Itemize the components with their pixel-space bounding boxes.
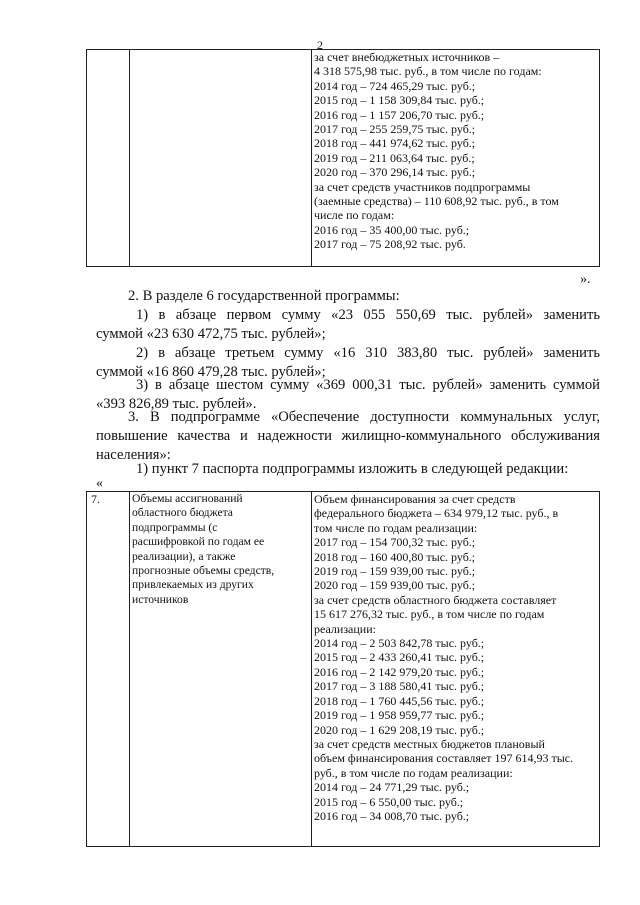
paragraph-passport-item — [96, 460, 600, 479]
cell-text-line: 2017 год – 3 188 580,41 тыс. руб.; — [314, 679, 485, 694]
item-title-cell — [130, 492, 312, 847]
cell-text-line: Объемы ассигнований — [132, 492, 243, 505]
cell-text-line: 2015 год – 1 158 309,84 тыс. руб.; — [314, 93, 485, 108]
funding-text-cell — [312, 492, 600, 847]
cell-text-line: 2016 год – 2 142 979,20 тыс. руб.; — [314, 664, 485, 679]
cell-text-line: областного бюджета — [132, 506, 233, 520]
paragraph-line: 2. В разделе 6 государственной программы: — [128, 288, 400, 304]
page-number: 2 — [317, 38, 323, 52]
cell-text-line: 2014 год – 24 771,29 тыс. руб.; — [314, 780, 470, 795]
cell-text-line: 2014 год – 724 465,29 тыс. руб.; — [314, 78, 476, 93]
paragraph-subprogram — [96, 408, 600, 465]
cell-text-line: за счет средств областного бюджета составляет — [314, 592, 557, 607]
paragraph-line: 3) в абзаце шестом сумму «369 000,31 тыс. рублей» заменить суммой — [136, 377, 600, 393]
cell-text-line: 2017 год – 75 208,92 тыс. руб. — [314, 237, 466, 252]
funding-text-cell — [312, 50, 600, 267]
paragraph-line: населения»: — [96, 447, 171, 463]
table-cell-empty — [87, 50, 130, 267]
closing-quote: ». — [580, 272, 591, 287]
table-cell-empty — [130, 50, 312, 267]
paragraph-section-6 — [96, 287, 600, 306]
cell-text-line: 2018 год – 441 974,62 тыс. руб.; — [314, 136, 476, 151]
cell-text-line: расшифровкой по годам ее — [132, 535, 265, 549]
opening-quote: « — [96, 476, 103, 491]
cell-text-line: 2020 год – 159 939,00 тыс. руб.; — [314, 578, 476, 593]
cell-text-line: 2016 год – 35 400,00 тыс. руб.; — [314, 222, 470, 237]
cell-text-line: Объем финансирования за счет средств — [314, 492, 516, 506]
cell-text-line: руб., в том числе по годам реализации: — [314, 765, 513, 780]
cell-text-line: том числе по годам реализации: — [314, 520, 478, 535]
cell-text-line: 2016 год – 34 008,70 тыс. руб.; — [314, 808, 470, 823]
table-row — [87, 492, 600, 847]
cell-text-line: федерального бюджета – 634 979,12 тыс. руб., в — [314, 506, 559, 521]
cell-text-line: объем финансирования составляет 197 614,93 тыс. — [314, 751, 574, 766]
cell-text-line: 2015 год – 6 550,00 тыс. руб.; — [314, 794, 464, 809]
cell-text-line: 2019 год – 1 958 959,77 тыс. руб.; — [314, 708, 485, 723]
paragraph-item-1 — [96, 306, 600, 344]
cell-text-line: 2017 год – 255 259,75 тыс. руб.; — [314, 122, 476, 137]
cell-text-line: 2020 год – 1 629 208,19 тыс. руб.; — [314, 722, 485, 737]
cell-text-line: 2020 год – 370 296,14 тыс. руб.; — [314, 165, 476, 180]
cell-text-line: за счет средств местных бюджетов плановый — [314, 736, 545, 751]
cell-text-line: за счет средств участников подпрограммы — [314, 179, 531, 194]
cell-text-line: источников — [132, 592, 189, 606]
paragraph-line: 1) в абзаце первом сумму «23 055 550,69 тыс. рублей» заменить — [136, 307, 600, 323]
cell-text-line: 2017 год – 154 700,32 тыс. руб.; — [314, 535, 476, 550]
cell-text-line: за счет внебюджетных источников – — [314, 50, 500, 64]
cell-text-line: (заемные средства) – 110 608,92 тыс. руб., в том — [314, 194, 559, 209]
paragraph-line: повышение качества и надежности жилищно-коммунального обслуживания — [96, 428, 600, 444]
funding-table-continued — [86, 49, 600, 267]
cell-text-line: реализации: — [314, 621, 376, 636]
paragraph-line: 1) пункт 7 паспорта подпрограммы изложить в следующей редакции: — [136, 461, 569, 477]
cell-text-line: реализации), а также — [132, 549, 236, 563]
cell-text-line: 2016 год – 1 157 206,70 тыс. руб.; — [314, 107, 485, 122]
cell-text-line: 2019 год – 159 939,00 тыс. руб.; — [314, 564, 476, 579]
paragraph-line: суммой «23 630 472,75 тыс. рублей»; — [96, 326, 326, 342]
cell-text-line: 2018 год – 160 400,80 тыс. руб.; — [314, 549, 476, 564]
cell-text-line: 15 617 276,32 тыс. руб., в том числе по годам — [314, 607, 545, 622]
cell-text-line: прогнозные объемы средств, — [132, 564, 275, 578]
cell-text-line: подпрограммы (с — [132, 520, 218, 534]
cell-text-line: 2014 год – 2 503 842,78 тыс. руб.; — [314, 636, 485, 651]
paragraph-line: «393 826,89 тыс. рублей». — [96, 396, 257, 412]
paragraph-line: 2) в абзаце третьем сумму «16 310 383,80 тыс. рублей» заменить — [136, 345, 600, 361]
cell-text-line: 2015 год – 2 433 260,41 тыс. руб.; — [314, 650, 485, 665]
cell-text-line: числе по годам: — [314, 208, 395, 223]
cell-text-line: 2018 год – 1 760 445,56 тыс. руб.; — [314, 693, 485, 708]
passport-item-7-table — [86, 491, 600, 847]
cell-text-line: 2019 год – 211 063,64 тыс. руб.; — [314, 150, 475, 165]
item-number-cell: 7. — [87, 492, 130, 847]
paragraph-line: 3. В подпрограмме «Обеспечение доступности коммунальных услуг, — [128, 409, 600, 425]
paragraph-line: суммой «16 860 479,28 тыс. рублей»; — [96, 364, 326, 380]
cell-text-line: привлекаемых из других — [132, 578, 254, 592]
table-row — [87, 50, 600, 267]
cell-text-line: 4 318 575,98 тыс. руб., в том числе по годам: — [314, 64, 542, 79]
